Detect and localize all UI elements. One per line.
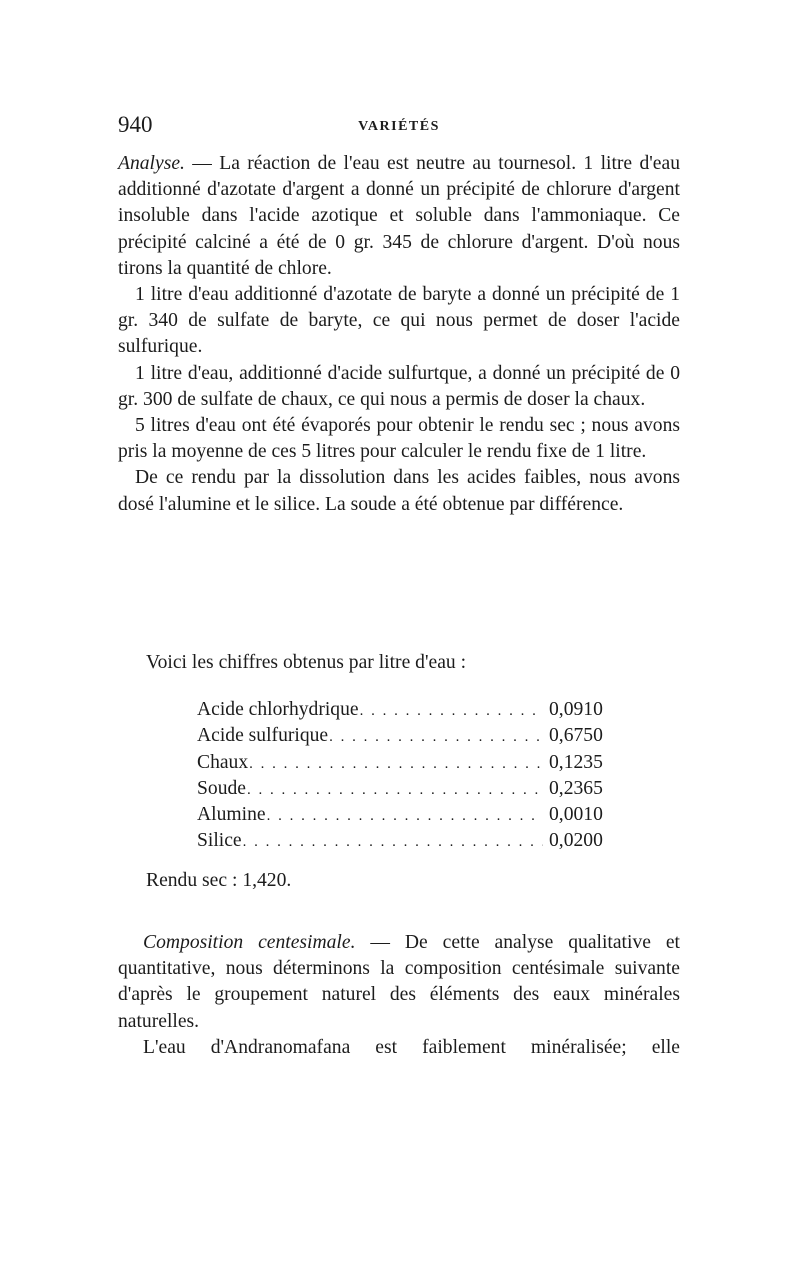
paragraph-analyse	[118, 151, 680, 282]
dot-leader	[249, 756, 543, 773]
table-row	[197, 725, 607, 751]
lead-composition: Composition centesimale.	[143, 932, 356, 953]
row-value: 0,6750	[549, 725, 603, 747]
row-label: Chaux	[197, 751, 249, 773]
paragraph-chaux: 1 litre d'eau, additionné d'acide sulfurtque, a donné un précipité de 0 gr. 300 de sulfate de chaux, ce qui nous a permis de doser la chaux.	[118, 362, 680, 410]
row-value: 0,0910	[549, 699, 603, 720]
page-number: 940	[118, 112, 153, 137]
row-value: 0,0010	[549, 804, 603, 826]
paragraph-dissolution: De ce rendu par la dissolution dans les acides faibles, nous avons dosé l'alumine et le silice. La soude a été obtenue par différence.	[118, 467, 680, 515]
rendu-sec: Rendu sec : 1,420.	[146, 870, 292, 891]
paragraph-text: — La réaction de l'eau est neutre au tournesol. 1 litre d'eau additionné d'azotate d'argent a donné un précipité de chlorure d'argent insoluble dans l'acide azotique et soluble dans l'ammoniaque. Ce précipité calciné a été de 0 gr. 345 de chlorure d'argent. D'où nous tirons la quantité de chlore.	[118, 153, 680, 279]
analysis-section	[118, 151, 680, 518]
paragraph-baryte: 1 litre d'eau additionné d'azotate de baryte a donné un précipité de 1 gr. 340 de sulfate de baryte, ce qui nous permet de doser l'acide sulfurique.	[118, 284, 680, 358]
row-value: 0,0200	[549, 830, 603, 852]
running-title: VARIÉTÉS	[358, 119, 440, 134]
table-intro: Voici les chiffres obtenus par litre d'eau :	[146, 652, 467, 673]
dot-leader	[360, 703, 543, 720]
dot-leader	[243, 834, 543, 851]
row-value: 0,2365	[549, 777, 603, 799]
paragraph-text: — De cette analyse qualitative et quantitative, nous déterminons la composition centésimale suivante d'après le groupement naturel des éléments des eaux minérales naturelles.	[118, 932, 680, 1032]
composition-section	[118, 930, 680, 1061]
table-row	[197, 752, 607, 778]
row-label: Alumine	[197, 804, 266, 826]
row-label: Soude	[197, 777, 246, 799]
paragraph-rendu: 5 litres d'eau ont été évaporés pour obtenir le rendu sec ; nous avons pris la moyenne de ces 5 litres pour calculer le rendu fixe de 1 litre.	[118, 415, 680, 463]
row-label: Acide sulfurique	[197, 725, 329, 747]
results-table	[197, 699, 607, 857]
page-header	[118, 112, 680, 142]
row-label: Acide chlorhydrique	[197, 699, 359, 720]
paragraph-andranomafana: L'eau d'Andranomafana est faiblement minéralisée; elle	[143, 1036, 680, 1058]
dot-leader	[329, 729, 543, 746]
table-row	[197, 778, 607, 804]
table-row	[197, 804, 607, 830]
row-value: 0,1235	[549, 751, 603, 773]
table-row	[197, 699, 607, 725]
lead-analyse: Analyse.	[118, 153, 185, 174]
dot-leader	[267, 808, 543, 825]
dot-leader	[247, 782, 543, 799]
row-label: Silice	[197, 830, 242, 852]
table-row	[197, 830, 607, 856]
paragraph-composition	[118, 930, 680, 1035]
